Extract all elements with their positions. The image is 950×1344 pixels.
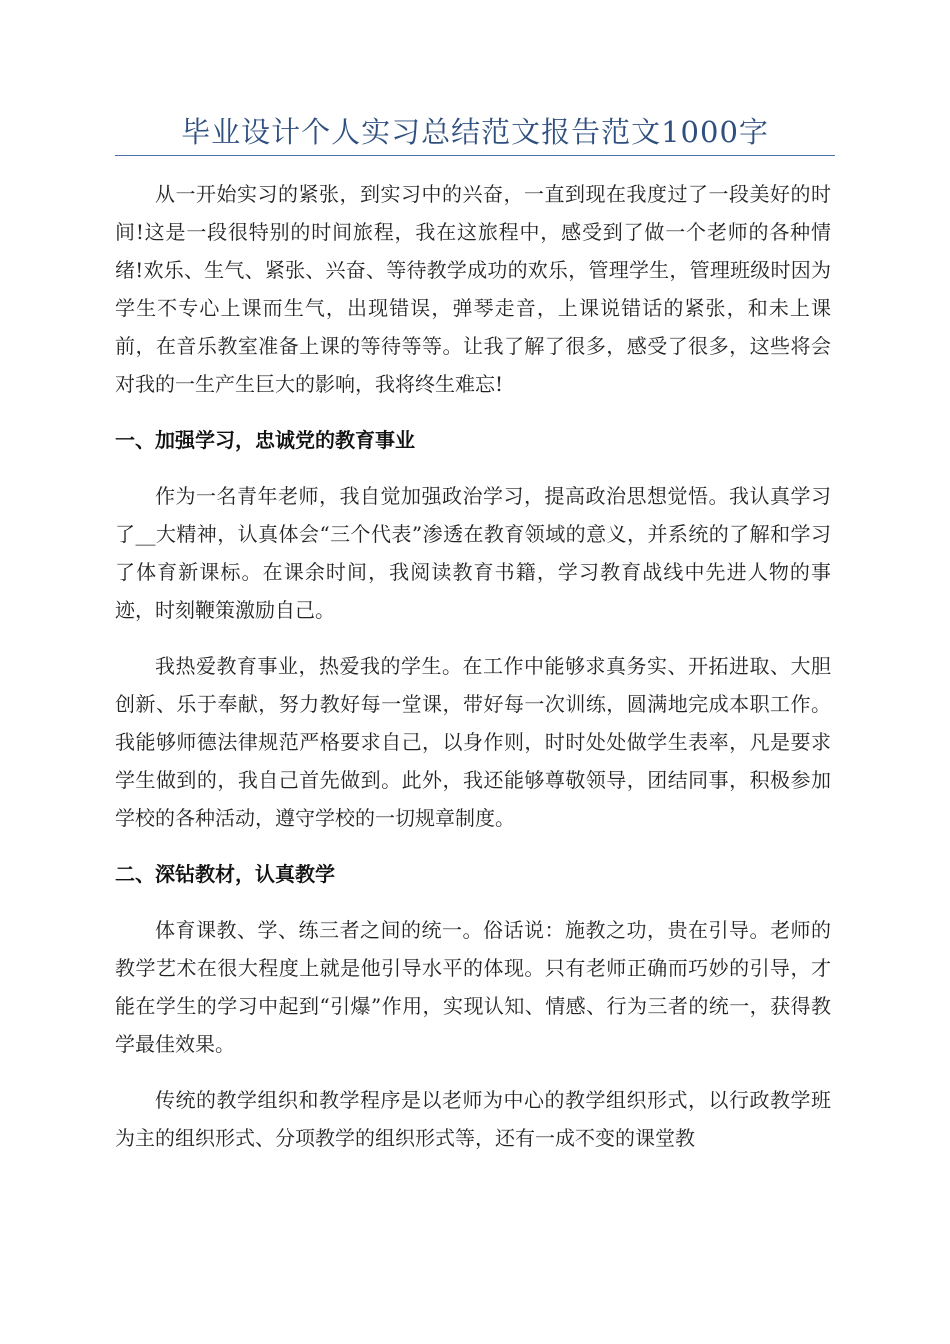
paragraph: 体育课教、学、练三者之间的统一。俗话说：施教之功，贵在引导。老师的教学艺术在很大程度上就是他引导水平的体现。只有老师正确而巧妙的引导，才能在学生的学习中起到“引爆”作用，实现认知、情感、行为三者的统一，获得教学最佳效果。	[115, 918, 831, 1056]
section-heading-2: 二、深钻教材，认真教学	[115, 862, 335, 886]
paragraph: 传统的教学组织和教学程序是以老师为中心的教学组织形式，以行政教学班为主的组织形式、分项教学的组织形式等，还有一成不变的课堂教	[115, 1088, 831, 1150]
section-heading-1: 一、加强学习，忠诚党的教育事业	[115, 428, 415, 452]
paragraph-intro: 从一开始实习的紧张，到实习中的兴奋，一直到现在我度过了一段美好的时间!这是一段很特别的时间旅程，我在这旅程中，感受到了做一个老师的各种情绪!欢乐、生气、紧张、兴奋、等待教学成功的欢乐，管理学生，管理班级时因为学生不专心上课而生气，出现错误，弹琴走音，上课说错话的紧张，和未上课前，在音乐教室准备上课的等待等等。让我了解了很多，感受了很多，这些将会对我的一生产生巨大的影响，我将终生难忘!	[115, 182, 831, 396]
paragraph: 作为一名青年老师，我自觉加强政治学习，提高政治思想觉悟。我认真学习了__大精神，认真体会“三个代表”渗透在教育领域的意义，并系统的了解和学习了体育新课标。在课余时间，我阅读教育书籍，学习教育战线中先进人物的事迹，时刻鞭策激励自己。	[115, 484, 831, 622]
paragraph: 我热爱教育事业，热爱我的学生。在工作中能够求真务实、开拓进取、大胆创新、乐于奉献，努力教好每一堂课，带好每一次训练，圆满地完成本职工作。我能够师德法律规范严格要求自己，以身作则，时时处处做学生表率，凡是要求学生做到的，我自己首先做到。此外，我还能够尊敬领导，团结同事，积极参加学校的各种活动，遵守学校的一切规章制度。	[115, 654, 831, 830]
document-title: 毕业设计个人实习总结范文报告范文1000字	[181, 115, 769, 149]
document-body	[115, 175, 831, 1175]
title-underline	[115, 155, 835, 156]
